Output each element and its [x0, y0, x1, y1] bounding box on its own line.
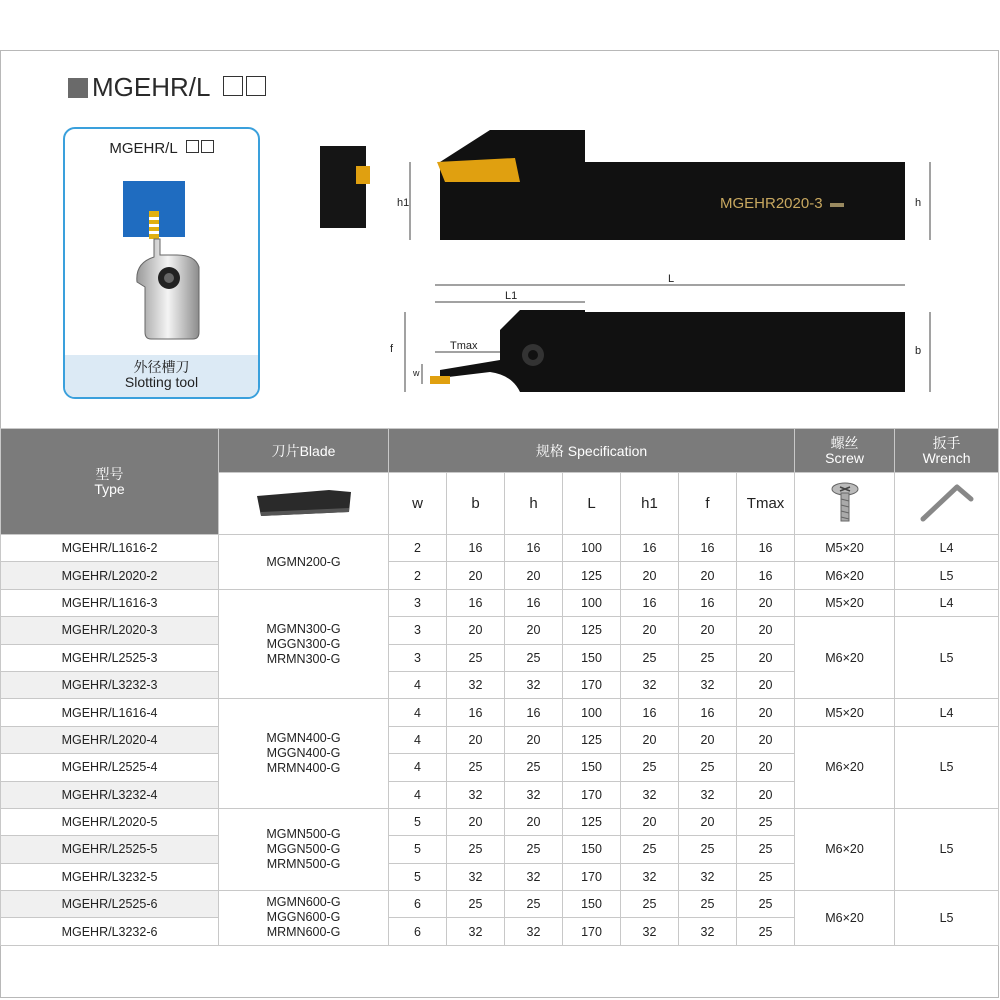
col-L: L	[563, 473, 621, 535]
wrench-cell: L5	[895, 891, 999, 946]
type-cell: MGEHR/L2020-5	[1, 808, 219, 835]
table-row: MGEHR/L1616-4 MGMN400-G MGGN400-G MRMN400-G 4 16 16 100 16 16 20 M5×20 L4	[1, 699, 999, 726]
wrench-icon	[917, 479, 977, 525]
tool-card-caption	[65, 355, 258, 397]
type-cell: MGEHR/L3232-3	[1, 671, 219, 698]
page-title	[68, 72, 266, 103]
blade-insert-icon	[249, 482, 359, 522]
blade-insert	[437, 158, 520, 182]
col-Tmax: Tmax	[737, 473, 795, 535]
blade-cell: MGMN200-G	[219, 535, 389, 590]
table-row: MGEHR/L2525-6 MGMN600-G MGGN600-G MRMN600-G 6 25 25 150 25 25 25 M6×20 L5	[1, 891, 999, 918]
col-h1: h1	[621, 473, 679, 535]
table-row: MGEHR/L2525-5 5 25 25 150 25 25 25	[1, 836, 999, 863]
title-marker	[68, 78, 88, 98]
header-blade: 刀片Blade	[219, 429, 389, 473]
technical-drawing	[300, 120, 950, 410]
type-cell: MGEHR/L1616-2	[1, 535, 219, 562]
type-cell: MGEHR/L3232-4	[1, 781, 219, 808]
spec-table	[0, 428, 999, 946]
blade-cell: MGMN300-G MGGN300-G MRMN300-G	[219, 589, 389, 699]
table-row: MGEHR/L2525-3 3 25 25 150 25 25 20	[1, 644, 999, 671]
dim-label-L: L	[668, 273, 675, 285]
dim-label-Tmax: Tmax	[450, 340, 478, 352]
table-row: MGEHR/L2020-2 2 20 20 125 20 20 16 M6×20 L5	[1, 562, 999, 589]
table-row: MGEHR/L2020-4 4 20 20 125 20 20 20 M6×20 L5	[1, 726, 999, 753]
type-cell: MGEHR/L1616-3	[1, 589, 219, 616]
dim-label-L1: L1	[505, 290, 518, 302]
screw-image	[795, 473, 895, 535]
screw-cell: M6×20	[795, 891, 895, 946]
dim-label-b: b	[915, 345, 922, 357]
col-f: f	[679, 473, 737, 535]
type-cell: MGEHR/L3232-5	[1, 863, 219, 890]
slotting-tool-illustration	[65, 167, 258, 357]
screw-cell: M5×20	[795, 535, 895, 562]
wrench-cell: L4	[895, 535, 999, 562]
blade-image	[219, 473, 389, 535]
tool-card	[63, 127, 260, 399]
blade-cell: MGMN500-G MGGN500-G MRMN500-G	[219, 808, 389, 890]
holder-marking: MGEHR2020-3	[720, 195, 823, 212]
tool-card-caption-en: Slotting tool	[124, 374, 199, 390]
header-screw: 螺丝 Screw	[795, 429, 895, 473]
tool-card-title	[65, 129, 258, 168]
col-w: w	[389, 473, 447, 535]
table-row: MGEHR/L1616-2 MGMN200-G 2 16 16 100 16 16 16 M5×20 L4	[1, 535, 999, 562]
dim-label-h: h	[915, 197, 922, 209]
type-cell: MGEHR/L2020-3	[1, 617, 219, 644]
wrench-cell: L5	[895, 617, 999, 699]
table-row: MGEHR/L3232-4 4 32 32 170 32 32 20	[1, 781, 999, 808]
header-wrench: 扳手 Wrench	[895, 429, 999, 473]
wrench-cell: L5	[895, 726, 999, 808]
tool-card-title-text: MGEHR/L	[109, 139, 178, 157]
blade-cell: MGMN600-G MGGN600-G MRMN600-G	[219, 891, 389, 946]
screw-cell: M5×20	[795, 589, 895, 616]
screw-cell: M6×20	[795, 562, 895, 589]
table-row: MGEHR/L2020-5 MGMN500-G MGGN500-G MRMN500-G 5 20 20 125 20 20 25 M6×20 L5	[1, 808, 999, 835]
type-cell: MGEHR/L2525-5	[1, 836, 219, 863]
title-placeholder-boxes	[220, 72, 266, 103]
type-cell: MGEHR/L2525-4	[1, 754, 219, 781]
screw-cell: M6×20	[795, 617, 895, 699]
table-row: MGEHR/L2525-4 4 25 25 150 25 25 20	[1, 754, 999, 781]
type-cell: MGEHR/L2525-6	[1, 891, 219, 918]
table-row: MGEHR/L3232-5 5 32 32 170 32 32 25	[1, 863, 999, 890]
holder-end-view	[320, 146, 366, 228]
screw-cell: M6×20	[795, 808, 895, 890]
col-h: h	[505, 473, 563, 535]
holder-side-view	[440, 130, 905, 240]
holder-top-view	[440, 310, 905, 392]
wrench-cell: L4	[895, 699, 999, 726]
header-type: 型号 Type	[1, 429, 219, 535]
title-text: MGEHR/L	[92, 72, 211, 102]
table-row: MGEHR/L3232-3 4 32 32 170 32 32 20	[1, 671, 999, 698]
col-b: b	[447, 473, 505, 535]
wrench-cell: L5	[895, 562, 999, 589]
screw-cell: M5×20	[795, 699, 895, 726]
dim-label-h1: h1	[397, 197, 410, 209]
table-row: MGEHR/L3232-6 6 32 32 170 32 32 25	[1, 918, 999, 945]
wrench-image	[895, 473, 999, 535]
type-cell: MGEHR/L1616-4	[1, 699, 219, 726]
type-cell: MGEHR/L2020-2	[1, 562, 219, 589]
dim-label-w: w	[413, 368, 420, 378]
wrench-cell: L4	[895, 589, 999, 616]
wrench-cell: L5	[895, 808, 999, 890]
header-specification: 规格 Specification	[389, 429, 795, 473]
type-cell: MGEHR/L2525-3	[1, 644, 219, 671]
screw-icon	[825, 479, 865, 525]
type-cell: MGEHR/L2020-4	[1, 726, 219, 753]
table-row: MGEHR/L1616-3 MGMN300-G MGGN300-G MRMN300-G 3 16 16 100 16 16 20 M5×20 L4	[1, 589, 999, 616]
tool-card-caption-cn: 外径槽刀	[133, 359, 190, 375]
dim-label-f: f	[390, 343, 394, 355]
blade-cell: MGMN400-G MGGN400-G MRMN400-G	[219, 699, 389, 809]
type-cell: MGEHR/L3232-6	[1, 918, 219, 945]
tool-card-image	[65, 167, 258, 357]
table-row: MGEHR/L2020-3 3 20 20 125 20 20 20 M6×20 L5	[1, 617, 999, 644]
screw-cell: M6×20	[795, 726, 895, 808]
